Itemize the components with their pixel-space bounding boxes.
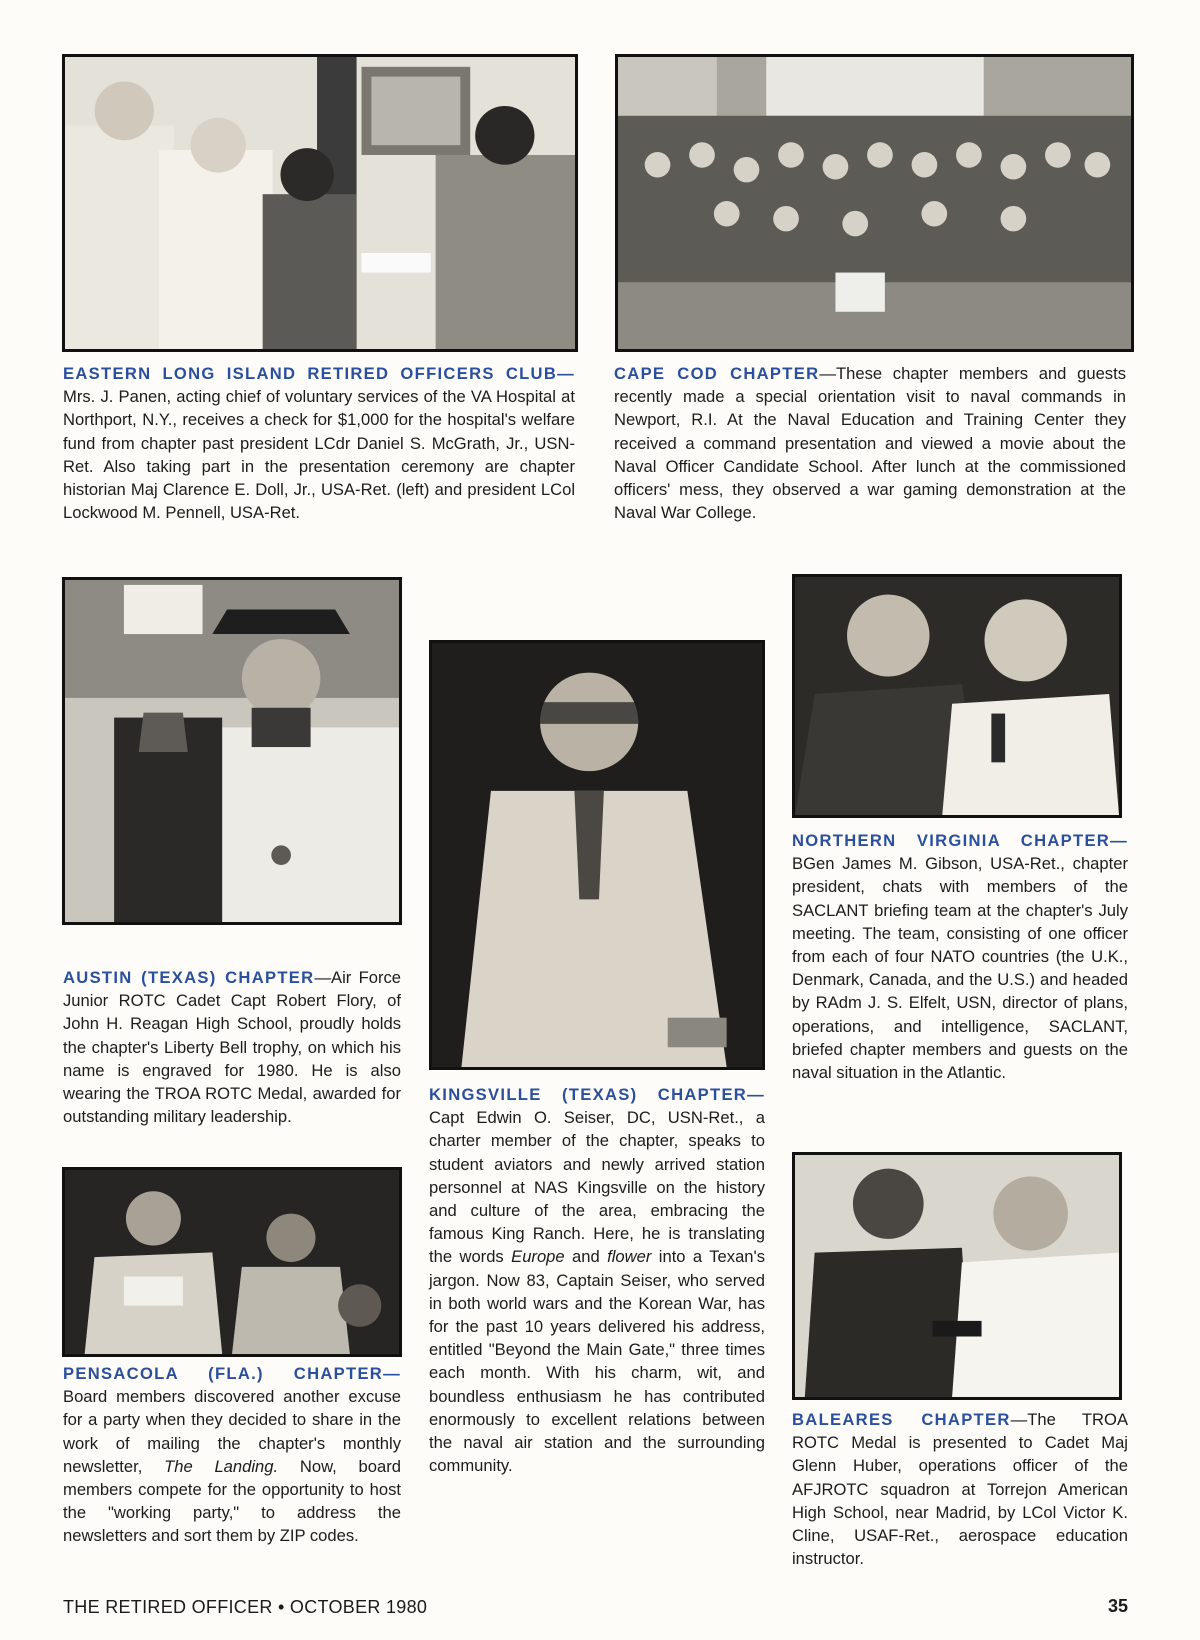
caption-northern-virginia <box>792 829 1128 1084</box>
caption-heading: NORTHERN VIRGINIA CHAPTER— <box>792 831 1128 850</box>
caption-body: BGen James M. Gibson, USA-Ret., chapter president, chats with members of the SACLANT briefing team at the chapter's July meeting. The team, consisting of one officer from each of four NATO countries (the U.K., Denmark, Canada, and the U.S.) and headed by RAdm J. S. Elfelt, USN, director of plans, operations, and intelligence, SACLANT, briefed chapter members and guests on the naval situation in the Atlantic. <box>792 854 1128 1083</box>
photo-pensacola <box>62 1167 402 1357</box>
caption-pensacola <box>63 1362 401 1548</box>
caption-body-part: Board members discovered another excuse for a party when they decided to share in the work of mailing the chapter's monthly newsletter, <box>63 1387 401 1476</box>
caption-body-part: Capt Edwin O. Seiser, DC, USN-Ret., a charter member of the chapter, speaks to student aviators and newly arrived station personnel at NAS Kingsville on the history and culture of the area, embracing the famous King Ranch. Here, he is translating the words <box>429 1108 765 1267</box>
caption-heading: AUSTIN (TEXAS) CHAPTER <box>63 968 315 987</box>
caption-body: Mrs. J. Panen, acting chief of voluntary services of the VA Hospital at Northport, N.Y., receives a check for $1,000 for the hospital's welfare fund from chapter past president LCdr Daniel S. McGrath, Jr., USN-Ret. Also taking part in the presentation ceremony are chapter historian Maj Clarence E. Doll, Jr., USA-Ret. (left) and president LCol Lockwood M. Pennell, USA-Ret. <box>63 387 575 523</box>
photo-baleares <box>792 1152 1122 1400</box>
caption-body: —These chapter members and guests recently made a special orientation visit to naval commands in Newport, R.I. At the Naval Education and Training Center they received a command presentation and viewed a movie about the Naval Officer Candidate School. After lunch at the commissioned officers' mess, they observed a war gaming demonstration at the Naval War College. <box>614 364 1126 523</box>
caption-heading: CAPE COD CHAPTER <box>614 364 820 383</box>
photo-kingsville <box>429 640 765 1070</box>
caption-body-part: and <box>564 1247 608 1267</box>
caption-eastern-long-island <box>63 362 575 524</box>
caption-kingsville <box>429 1083 765 1477</box>
photo-northern-virginia <box>792 574 1122 818</box>
photo-eastern-long-island <box>62 54 578 352</box>
caption-body-part: into a Texan's jargon. Now 83, Captain Seiser, who served in both world wars and the Korean War, has for the past 10 years delivered his address, entitled "Beyond the Main Gate," three times each month. With his charm, wit, and boundless enthusiasm he has contributed enormously to excellent relations between the naval air station and the surrounding community. <box>429 1247 765 1476</box>
caption-heading: PENSACOLA (FLA.) CHAPTER— <box>63 1364 401 1383</box>
caption-body: —The TROA ROTC Medal is presented to Cadet Maj Glenn Huber, operations officer of the AFJROTC squadron at Torrejon American High School, near Madrid, by LCol Victor K. Cline, USAF-Ret., aerospace education instructor. <box>792 1410 1129 1569</box>
caption-emphasis: The Landing. <box>164 1456 279 1476</box>
photo-cape-cod <box>615 54 1134 352</box>
caption-heading: BALEARES CHAPTER <box>792 1410 1011 1429</box>
photo-austin <box>62 577 402 925</box>
caption-body: —Air Force Junior ROTC Cadet Capt Robert Flory, of John H. Reagan High School, proudly holds the chapter's Liberty Bell trophy, on which his name is engraved for 1980. He is also wearing the TROA ROTC Medal, awarded for outstanding military leadership. <box>63 968 401 1127</box>
caption-emphasis: flower <box>607 1247 652 1267</box>
footer-publication: THE RETIRED OFFICER • OCTOBER 1980 <box>63 1597 428 1617</box>
caption-heading: EASTERN LONG ISLAND RETIRED OFFICERS CLUB— <box>63 364 575 383</box>
caption-heading: KINGSVILLE (TEXAS) CHAPTER— <box>429 1085 765 1104</box>
caption-baleares <box>792 1408 1128 1570</box>
caption-cape-cod <box>614 362 1126 524</box>
caption-body-part: Now, board members compete for the opportunity to host the "working party," to address the newsletters and sort them by ZIP codes. <box>63 1456 401 1546</box>
page-number: 35 <box>1108 1596 1129 1616</box>
caption-austin <box>63 966 401 1128</box>
caption-emphasis: Europe <box>511 1247 565 1267</box>
